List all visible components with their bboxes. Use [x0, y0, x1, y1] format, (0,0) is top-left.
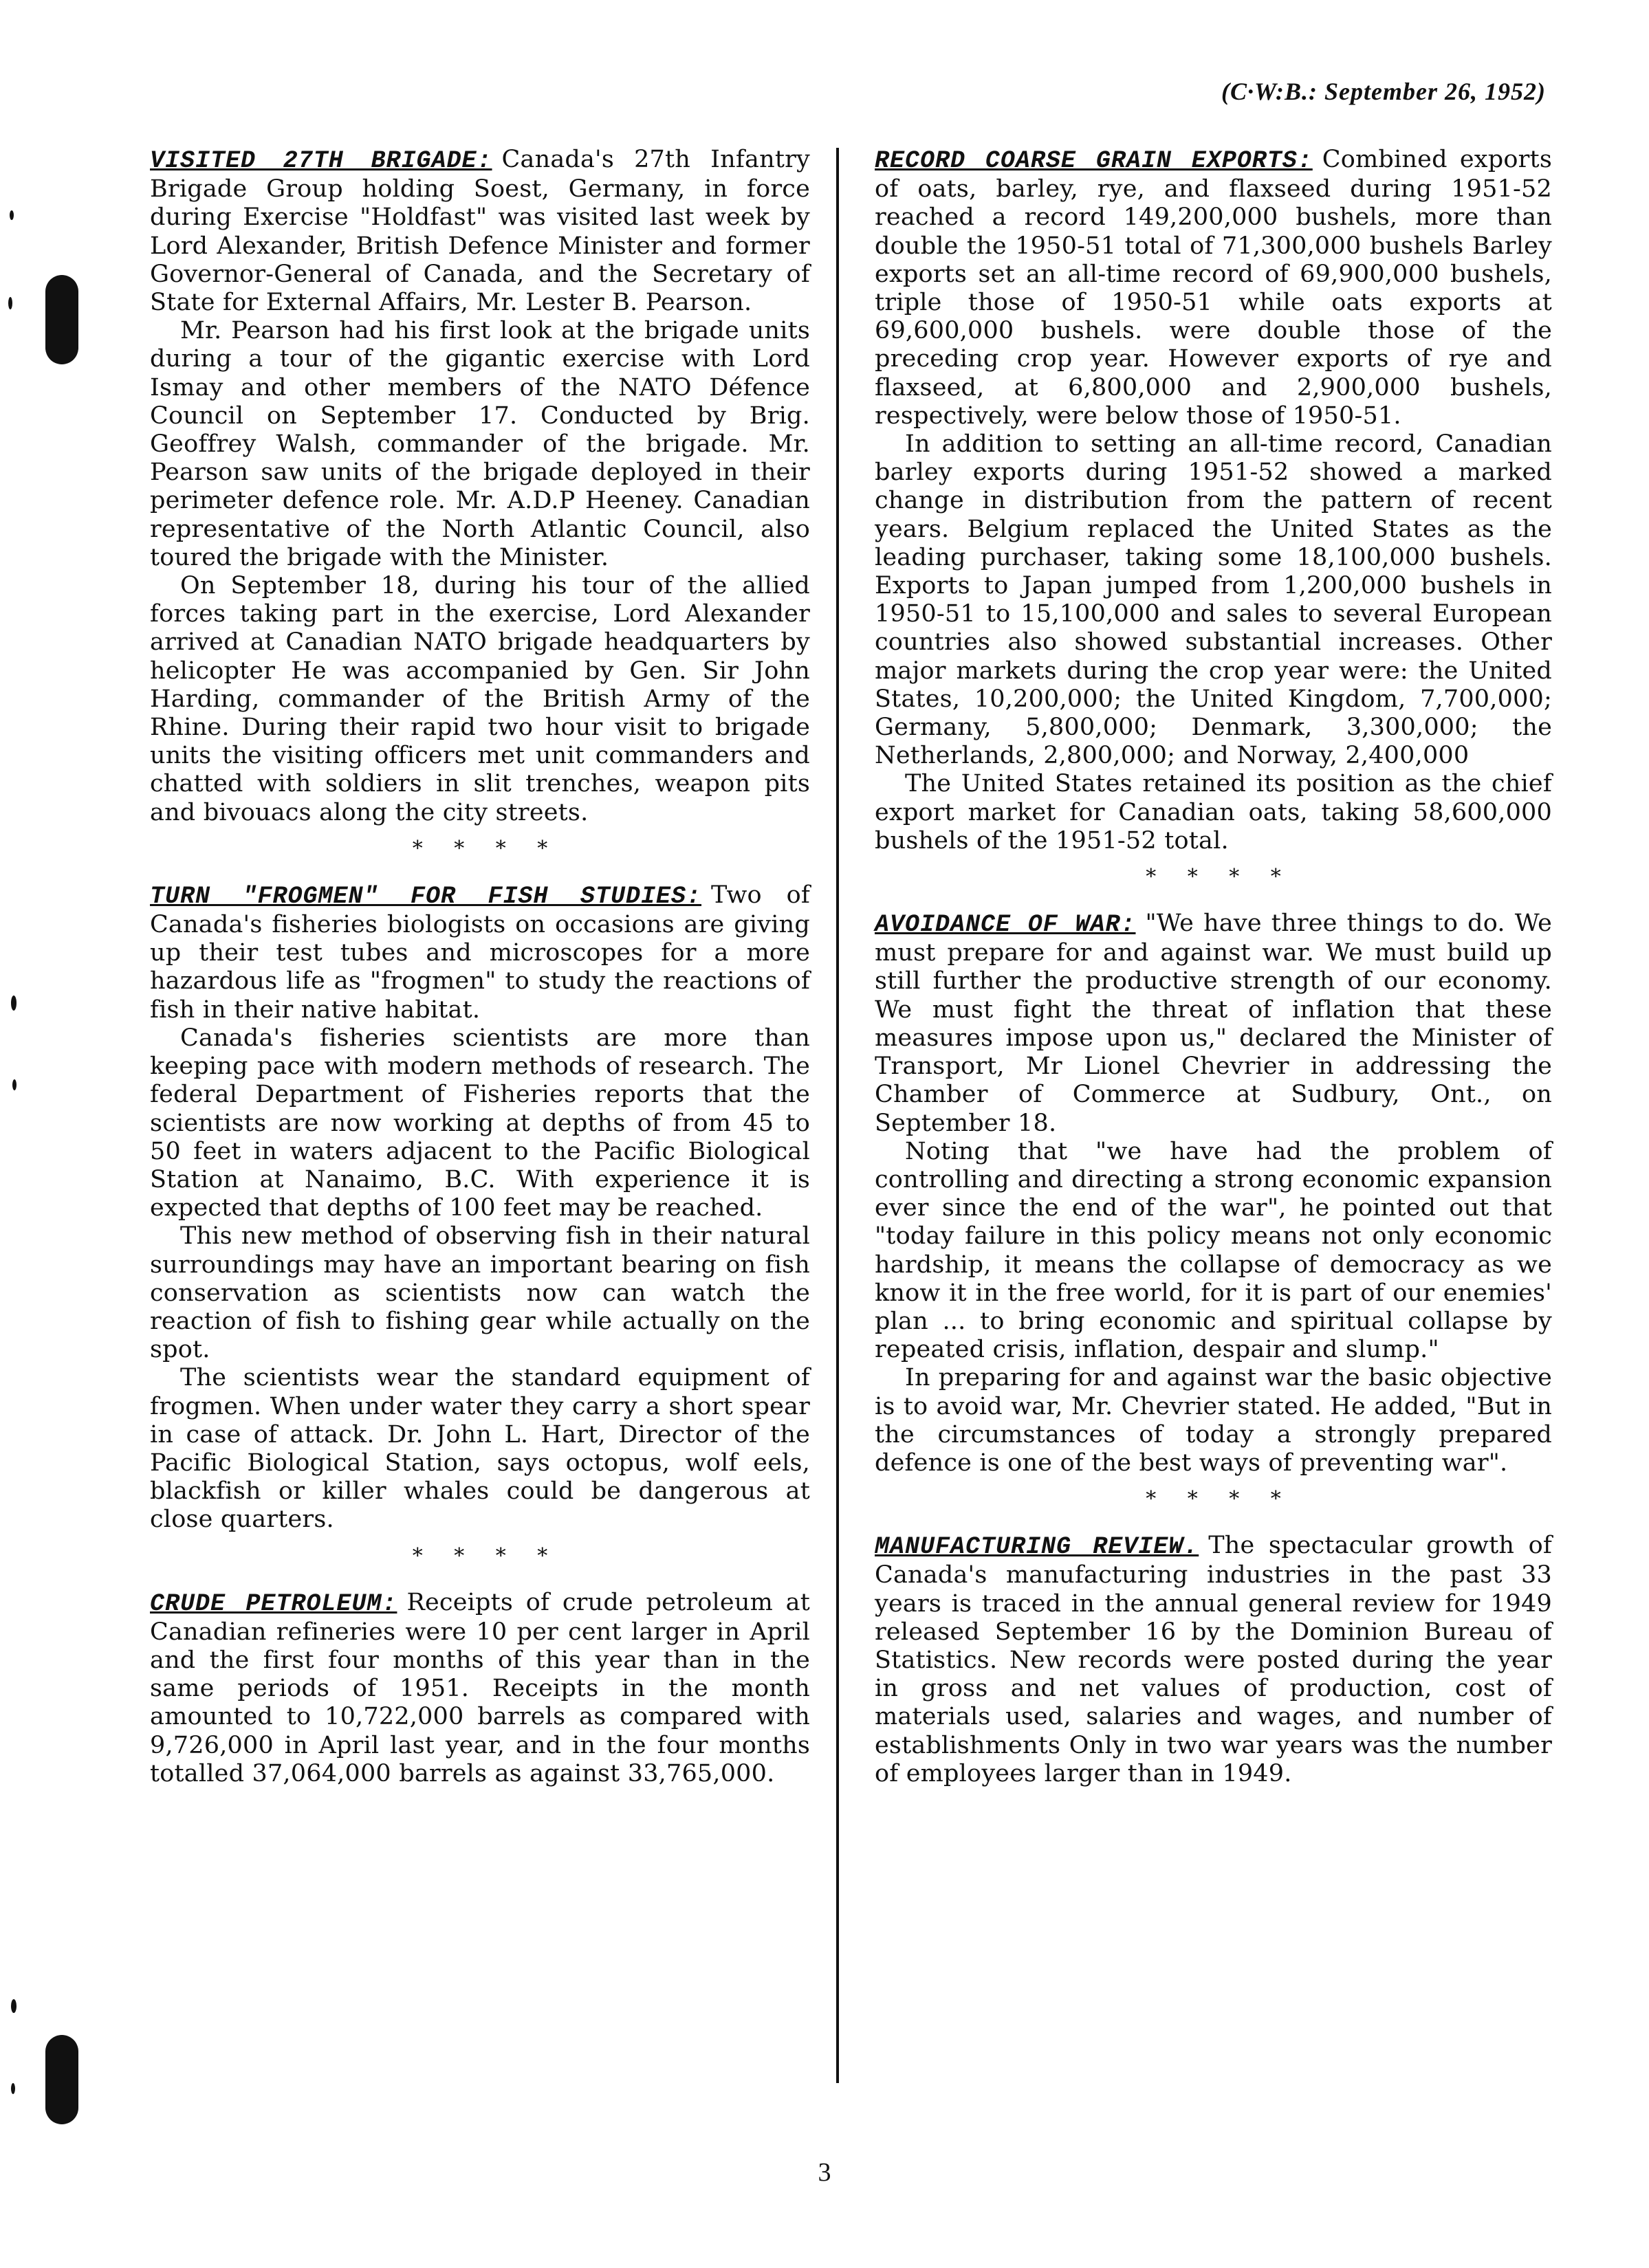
article-crude-petroleum — [150, 1589, 810, 1788]
article-paragraph: On September 18, during his tour of the allied forces taking part in the exercise, Lord Alexander arrived at Canadian NATO brigade headquarters by helicopter He was accompanied by Gen. Sir John Harding, commander of the British Army of the Rhine. During their rapid two hour visit to brigade units the visiting officers met unit commanders and chatted with soldiers in slit trenches, weapon pits and bivouacs along the city streets. — [150, 572, 810, 826]
article-manufacturing-review — [875, 1532, 1552, 1788]
article-coarse-grain-exports — [875, 146, 1552, 855]
article-paragraph: Noting that "we have had the problem of controlling and directing a strong economic expansion ever since the end of the war", he pointed out that "today failure in this policy means not only economic hardship, it means the collapse of democracy as we know it in the free world, for it is part of our enemies' plan ... to bring economic and spiritual collapse by repeated crisis, inflation, despair and slump." — [875, 1137, 1552, 1364]
article-paragraph: "We have three things to do. We must prepare for and against war. We must build up still further the productive strength of our economy. We must fight the threat of inflation that these measures impose upon us," declared the Minister of Transport, Mr Lionel Chevrier in addressing the Chamber of Commerce at Sudbury, Ont., on September 18. — [875, 910, 1552, 1137]
article-frogmen-fish-studies — [150, 881, 810, 1534]
article-paragraph: Mr. Pearson had his first look at the brigade units during a tour of the gigantic exercise with Lord Ismay and other members of the NATO Défence Council on September 17. Conducted by Brig. Geoffrey Walsh, commander of the brigade. Mr. Pearson saw units of the brigade deployed in their perimeter defence role. Mr. A.D.P Heeney. Canadian representative of the North Atlantic Council, also toured the brigade with the Minister. — [150, 317, 810, 571]
scan-speck — [11, 1999, 17, 2013]
article-paragraph: In preparing for and against war the basic objective is to avoid war, Mr. Chevrier stated. He added, "But in the circumstances of today a strongly prepared defence is one of the best ways of preventing war". — [875, 1364, 1552, 1477]
article-paragraph: Canada's 27th Infantry Brigade Group holding Soest, Germany, in force during Exercise "Holdfast" was visited last week by Lord Alexander, British Defence Minister and former Governor-General of Canada, and the Secretary of State for External Affairs, Mr. Lester B. Pearson. — [150, 146, 810, 317]
article-headline: CRUDE PETROLEUM: — [150, 1589, 397, 1618]
binding-hole-top — [45, 275, 78, 364]
section-separator: * * * * — [412, 836, 560, 861]
article-headline: AVOIDANCE OF WAR: — [875, 911, 1136, 939]
article-visited-27th-brigade — [150, 146, 810, 827]
section-separator: * * * * — [412, 1543, 560, 1568]
article-paragraph: Canada's fisheries scientists are more than keeping pace with modern methods of research. The federal Department of Fisheries reports that the scientists are now working at depths of from 45 to 50 feet in waters adjacent to the Pacific Biological Station at Nanaimo, B.C. With experience it is expected that depths of 100 feet may be reached. — [150, 1024, 810, 1222]
article-headline: TURN "FROGMEN" FOR FISH STUDIES: — [150, 882, 702, 910]
article-headline: RECORD COARSE GRAIN EXPORTS: — [875, 147, 1313, 175]
article-paragraph: The spectacular growth of Canada's manufacturing industries in the past 33 years is traced in the annual general review for 1949 released September 16 by the Dominion Bureau of Statistics. New records were posted during the year in gross and net values of production, cost of materials used, salaries and wages, and number of establishments Only in two war years was the number of employees larger than in 1949. — [875, 1532, 1553, 1787]
right-column — [875, 146, 1552, 1788]
article-paragraph: Two of Canada's fisheries biologists on occasions are giving up their test tubes and microscopes for a more hazardous life as "frogmen" to study the reactions of fish in their native habitat. — [150, 881, 811, 1024]
article-paragraph: Combined exports of oats, barley, rye, and flaxseed during 1951-52 reached a record 149,200,000 bushels, more than double the 1950-51 total of 71,300,000 bushels Barley exports set an all-time record of 69,900,000 bushels, triple those of 1950-51 while oats exports at 69,600,000 bushels. were double those of the preceding crop year. However exports of rye and flaxseed, at 6,800,000 and 2,900,000 bushels, respectively, were below those of 1950-51. — [875, 146, 1552, 430]
dateline: (C·W:B.: September 26, 1952) — [1221, 78, 1546, 105]
article-paragraph: The scientists wear the standard equipment of frogmen. When under water they carry a short spear in case of attack. Dr. John L. Hart, Director of the Pacific Biological Station, says octopus, wolf eels, blackfish or killer whales could be dangerous at close quarters. — [150, 1364, 810, 1534]
binding-hole-bottom — [45, 2035, 78, 2124]
left-column — [150, 146, 810, 1788]
column-divider — [836, 148, 839, 2083]
scan-speck — [11, 995, 17, 1011]
scan-speck — [11, 2083, 15, 2094]
article-paragraph: This new method of observing fish in their natural surroundings may have an important bearing on fish conservation as scientists now can watch the reaction of fish to fishing gear while actually on the spot. — [150, 1222, 810, 1364]
page-number: 3 — [818, 2158, 831, 2187]
article-avoidance-of-war — [875, 910, 1552, 1477]
scan-speck — [8, 297, 12, 309]
section-separator: * * * * — [1146, 865, 1293, 890]
section-separator: * * * * — [1146, 1487, 1293, 1512]
article-paragraph: In addition to setting an all-time record, Canadian barley exports during 1951-52 showed a marked change in distribution from the pattern of recent years. Belgium replaced the United States as the leading purchaser, taking some 18,100,000 bushels. Exports to Japan jumped from 1,200,000 bushels in 1950-51 to 15,100,000 and sales to several European countries also showed substantial increases. Other major markets during the crop year were: the United States, 10,200,000; the United Kingdom, 7,700,000; Germany, 5,800,000; Denmark, 3,300,000; the Netherlands, 2,800,000; and Norway, 2,400,000 — [875, 430, 1552, 770]
article-paragraph: Receipts of crude petroleum at Canadian refineries were 10 per cent larger in April and the first four months of this year than in the same periods of 1951. Receipts in the month amounted to 10,722,000 barrels as compared with 9,726,000 in April last year, and in the four months totalled 37,064,000 barrels as against 33,765,000. — [150, 1588, 810, 1787]
scan-speck — [10, 210, 14, 220]
article-headline: VISITED 27TH BRIGADE: — [150, 147, 492, 175]
scan-speck — [12, 1079, 17, 1090]
article-paragraph: The United States retained its position as the chief export market for Canadian oats, taking 58,600,000 bushels of the 1951-52 total. — [875, 770, 1552, 855]
article-headline: MANUFACTURING REVIEW. — [875, 1533, 1199, 1561]
